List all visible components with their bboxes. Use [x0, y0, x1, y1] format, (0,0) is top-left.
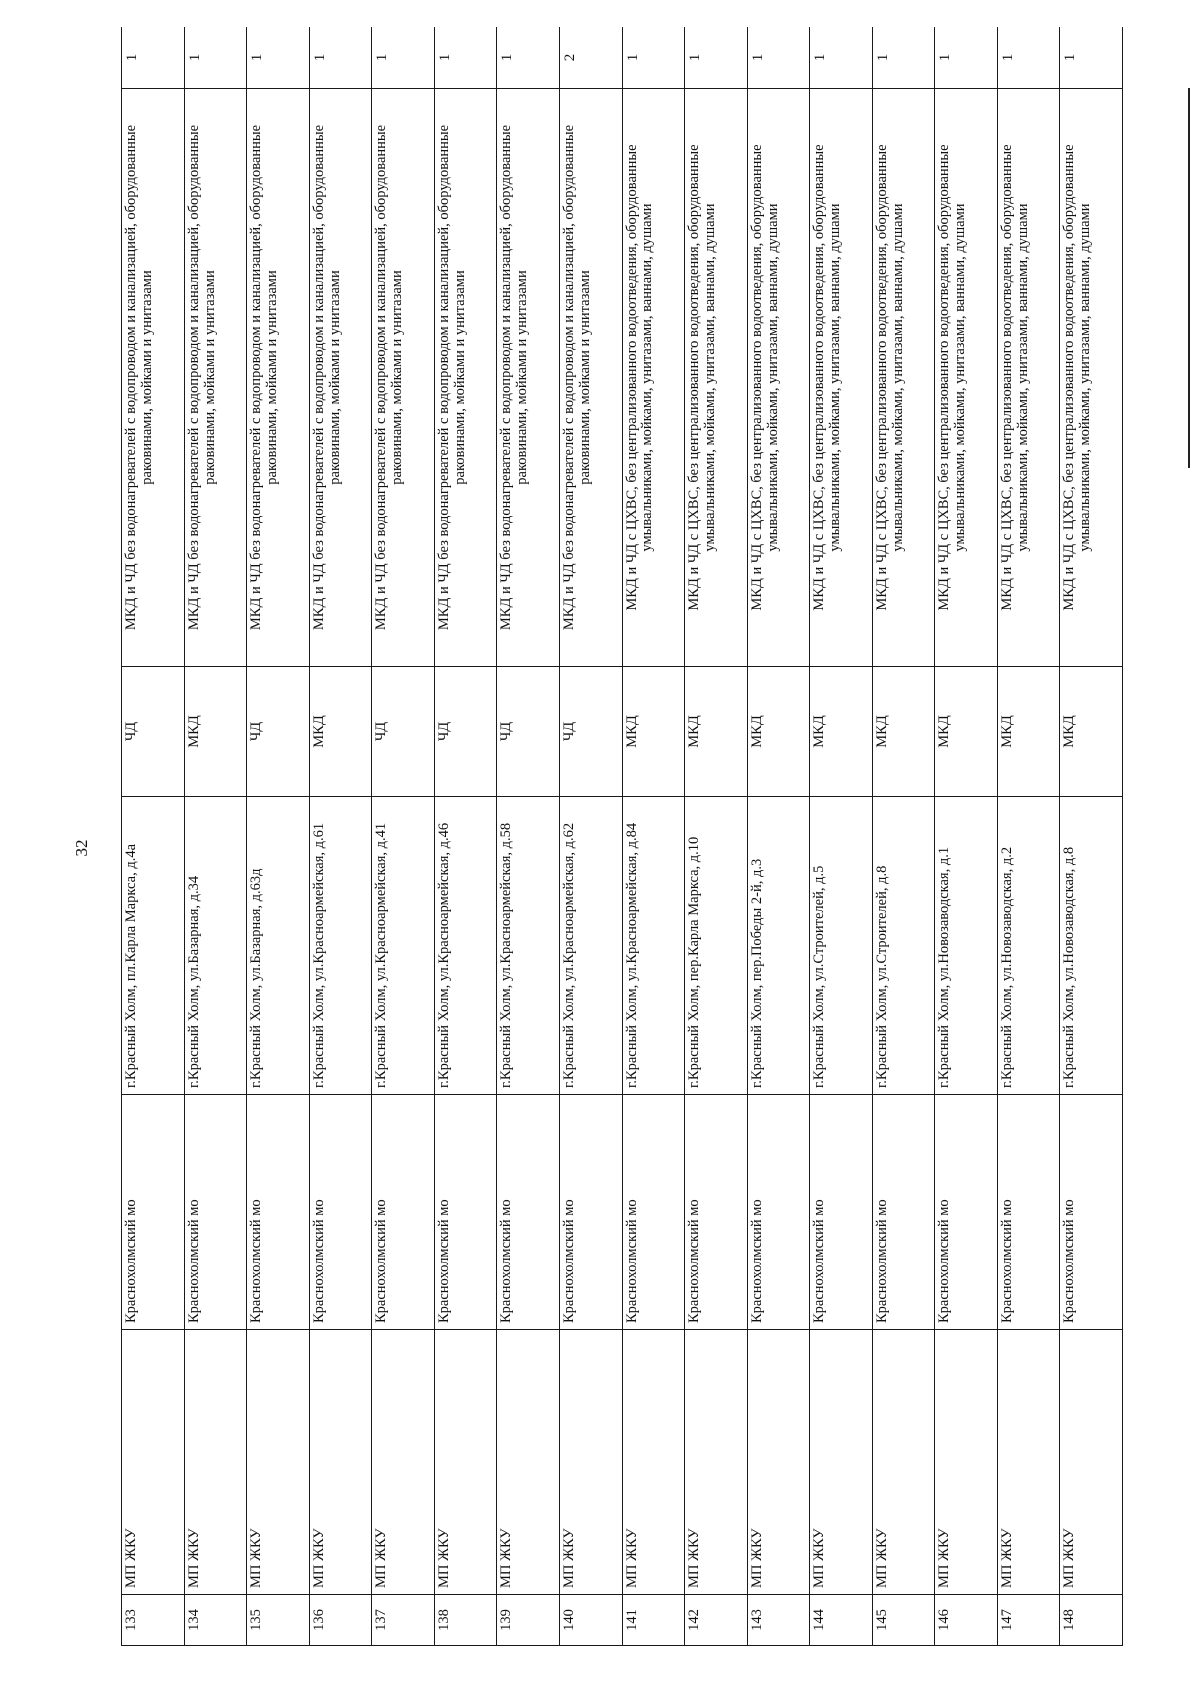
organization-cell: МП ЖКУ [810, 1330, 873, 1595]
table-row [935, 27, 998, 1646]
building-type-cell: МКД [872, 667, 935, 797]
address-cell: г.Красный Холм, пер.Победы 2-й, д.3 [747, 797, 810, 1095]
table-row [997, 27, 1060, 1646]
quantity-cell: 1 [935, 27, 998, 89]
address-cell: г.Красный Холм, пер.Карла Маркса, д.10 [685, 797, 748, 1095]
equipment-description-cell: МКД и ЧД с ЦХВС, без централизованного водоотведения, оборудованные умывальниками, мойками, унитазами, ваннами, душами [872, 89, 935, 667]
row-number: 144 [810, 1595, 873, 1646]
address-cell: г.Красный Холм, ул.Красноармейская, д.84 [622, 797, 685, 1095]
equipment-description-cell: МКД и ЧД без водонагревателей с водопроводом и канализацией, оборудованные раковинами, мойками и унитазами [309, 89, 372, 667]
organization-cell: МП ЖКУ [935, 1330, 998, 1595]
organization-cell: МП ЖКУ [872, 1330, 935, 1595]
row-number: 138 [434, 1595, 497, 1646]
row-number: 133 [122, 1595, 185, 1646]
municipality-cell: Краснохолмский мо [309, 1095, 372, 1330]
municipality-cell: Краснохолмский мо [872, 1095, 935, 1330]
table-row [559, 27, 622, 1646]
equipment-description-cell: МКД и ЧД без водонагревателей с водопроводом и канализацией, оборудованные раковинами, мойками и унитазами [372, 89, 435, 667]
equipment-description-cell: МКД и ЧД без водонагревателей с водопроводом и канализацией, оборудованные раковинами, мойками и унитазами [497, 89, 560, 667]
organization-cell: МП ЖКУ [247, 1330, 310, 1595]
building-type-cell: МКД [935, 667, 998, 797]
building-type-cell: МКД [309, 667, 372, 797]
equipment-description-cell: МКД и ЧД с ЦХВС, без централизованного водоотведения, оборудованные умывальниками, мойками, унитазами, ваннами, душами [1060, 89, 1123, 667]
row-number: 143 [747, 1595, 810, 1646]
table-row [184, 27, 247, 1646]
quantity-cell: 1 [1060, 27, 1123, 89]
quantity-cell: 1 [434, 27, 497, 89]
table-row [810, 27, 873, 1646]
organization-cell: МП ЖКУ [122, 1330, 185, 1595]
building-type-cell: ЧД [559, 667, 622, 797]
building-type-cell: МКД [747, 667, 810, 797]
table-row [872, 27, 935, 1646]
municipality-cell: Краснохолмский мо [497, 1095, 560, 1330]
municipality-cell: Краснохолмский мо [935, 1095, 998, 1330]
municipality-cell: Краснохолмский мо [685, 1095, 748, 1330]
equipment-description-cell: МКД и ЧД без водонагревателей с водопроводом и канализацией, оборудованные раковинами, мойками и унитазами [434, 89, 497, 667]
row-number: 146 [935, 1595, 998, 1646]
address-cell: г.Красный Холм, ул.Красноармейская, д.58 [497, 797, 560, 1095]
municipality-cell: Краснохолмский мо [434, 1095, 497, 1330]
quantity-cell: 1 [685, 27, 748, 89]
organization-cell: МП ЖКУ [497, 1330, 560, 1595]
address-cell: г.Красный Холм, ул.Новозаводская, д.1 [935, 797, 998, 1095]
municipality-cell: Краснохолмский мо [122, 1095, 185, 1330]
address-cell: г.Красный Холм, ул.Базарная, д.34 [184, 797, 247, 1095]
organization-cell: МП ЖКУ [622, 1330, 685, 1595]
address-cell: г.Красный Холм, ул.Новозаводская, д.2 [997, 797, 1060, 1095]
quantity-cell: 1 [309, 27, 372, 89]
building-type-cell: МКД [184, 667, 247, 797]
quantity-cell: 1 [872, 27, 935, 89]
quantity-cell: 1 [747, 27, 810, 89]
row-number: 148 [1060, 1595, 1123, 1646]
table-body [122, 27, 1123, 1646]
address-cell: г.Красный Холм, ул.Новозаводская, д.8 [1060, 797, 1123, 1095]
municipality-cell: Краснохолмский мо [1060, 1095, 1123, 1330]
building-type-cell: ЧД [434, 667, 497, 797]
equipment-description-cell: МКД и ЧД без водонагревателей с водопроводом и канализацией, оборудованные раковинами, мойками и унитазами [122, 89, 185, 667]
equipment-description-cell: МКД и ЧД с ЦХВС, без централизованного водоотведения, оборудованные умывальниками, мойками, унитазами, ваннами, душами [935, 89, 998, 667]
quantity-cell: 1 [122, 27, 185, 89]
table-row [622, 27, 685, 1646]
organization-cell: МП ЖКУ [372, 1330, 435, 1595]
building-type-cell: ЧД [497, 667, 560, 797]
organization-cell: МП ЖКУ [434, 1330, 497, 1595]
row-number: 139 [497, 1595, 560, 1646]
address-cell: г.Красный Холм, ул.Красноармейская, д.61 [309, 797, 372, 1095]
address-cell: г.Красный Холм, ул.Строителей, д.5 [810, 797, 873, 1095]
table-row [122, 27, 185, 1646]
table-row [747, 27, 810, 1646]
municipality-cell: Краснохолмский мо [622, 1095, 685, 1330]
quantity-cell: 1 [997, 27, 1060, 89]
row-number: 135 [247, 1595, 310, 1646]
organization-cell: МП ЖКУ [184, 1330, 247, 1595]
equipment-description-cell: МКД и ЧД с ЦХВС, без централизованного водоотведения, оборудованные умывальниками, мойками, унитазами, ваннами, душами [997, 89, 1060, 667]
municipality-cell: Краснохолмский мо [810, 1095, 873, 1330]
address-cell: г.Красный Холм, ул.Красноармейская, д.62 [559, 797, 622, 1095]
equipment-description-cell: МКД и ЧД без водонагревателей с водопроводом и канализацией, оборудованные раковинами, мойками и унитазами [247, 89, 310, 667]
table-row [372, 27, 435, 1646]
equipment-description-cell: МКД и ЧД с ЦХВС, без централизованного водоотведения, оборудованные умывальниками, мойками, унитазами, ваннами, душами [622, 89, 685, 667]
table-row [309, 27, 372, 1646]
equipment-description-cell: МКД и ЧД с ЦХВС, без централизованного водоотведения, оборудованные умывальниками, мойками, унитазами, ваннами, душами [747, 89, 810, 667]
organization-cell: МП ЖКУ [747, 1330, 810, 1595]
address-cell: г.Красный Холм, ул.Строителей, д.8 [872, 797, 935, 1095]
row-number: 140 [559, 1595, 622, 1646]
table-row [434, 27, 497, 1646]
quantity-cell: 1 [810, 27, 873, 89]
municipality-cell: Краснохолмский мо [997, 1095, 1060, 1330]
table-row [1060, 27, 1123, 1646]
organization-cell: МП ЖКУ [309, 1330, 372, 1595]
municipality-cell: Краснохолмский мо [747, 1095, 810, 1330]
municipality-cell: Краснохолмский мо [184, 1095, 247, 1330]
page-number: 32 [72, 839, 91, 857]
building-type-cell: МКД [997, 667, 1060, 797]
row-number: 147 [997, 1595, 1060, 1646]
building-type-cell: МКД [622, 667, 685, 797]
quantity-cell: 1 [184, 27, 247, 89]
quantity-cell: 1 [497, 27, 560, 89]
building-type-cell: МКД [685, 667, 748, 797]
address-cell: г.Красный Холм, ул.Красноармейская, д.46 [434, 797, 497, 1095]
table-frame [121, 27, 1123, 1646]
table-row [247, 27, 310, 1646]
building-type-cell: ЧД [372, 667, 435, 797]
row-number: 142 [685, 1595, 748, 1646]
row-number: 145 [872, 1595, 935, 1646]
scan-edge-mark [1188, 88, 1190, 468]
building-type-cell: ЧД [247, 667, 310, 797]
organization-cell: МП ЖКУ [1060, 1330, 1123, 1595]
table-row [685, 27, 748, 1646]
equipment-description-cell: МКД и ЧД без водонагревателей с водопроводом и канализацией, оборудованные раковинами, мойками и унитазами [559, 89, 622, 667]
row-number: 141 [622, 1595, 685, 1646]
address-cell: г.Красный Холм, пл.Карла Маркса, д.4а [122, 797, 185, 1095]
table-row [497, 27, 560, 1646]
address-cell: г.Красный Холм, ул.Базарная, д.63д [247, 797, 310, 1095]
building-type-cell: МКД [810, 667, 873, 797]
quantity-cell: 1 [247, 27, 310, 89]
municipality-cell: Краснохолмский мо [247, 1095, 310, 1330]
building-type-cell: МКД [1060, 667, 1123, 797]
building-type-cell: ЧД [122, 667, 185, 797]
quantity-cell: 2 [559, 27, 622, 89]
rotated-table-container [121, 27, 1123, 1646]
municipality-cell: Краснохолмский мо [559, 1095, 622, 1330]
equipment-description-cell: МКД и ЧД с ЦХВС, без централизованного водоотведения, оборудованные умывальниками, мойками, унитазами, ваннами, душами [810, 89, 873, 667]
address-cell: г.Красный Холм, ул.Красноармейская, д.41 [372, 797, 435, 1095]
row-number: 137 [372, 1595, 435, 1646]
equipment-description-cell: МКД и ЧД с ЦХВС, без централизованного водоотведения, оборудованные умывальниками, мойками, унитазами, ваннами, душами [685, 89, 748, 667]
quantity-cell: 1 [622, 27, 685, 89]
housing-table [121, 27, 1123, 1646]
quantity-cell: 1 [372, 27, 435, 89]
municipality-cell: Краснохолмский мо [372, 1095, 435, 1330]
organization-cell: МП ЖКУ [997, 1330, 1060, 1595]
row-number: 134 [184, 1595, 247, 1646]
equipment-description-cell: МКД и ЧД без водонагревателей с водопроводом и канализацией, оборудованные раковинами, мойками и унитазами [184, 89, 247, 667]
row-number: 136 [309, 1595, 372, 1646]
organization-cell: МП ЖКУ [559, 1330, 622, 1595]
organization-cell: МП ЖКУ [685, 1330, 748, 1595]
